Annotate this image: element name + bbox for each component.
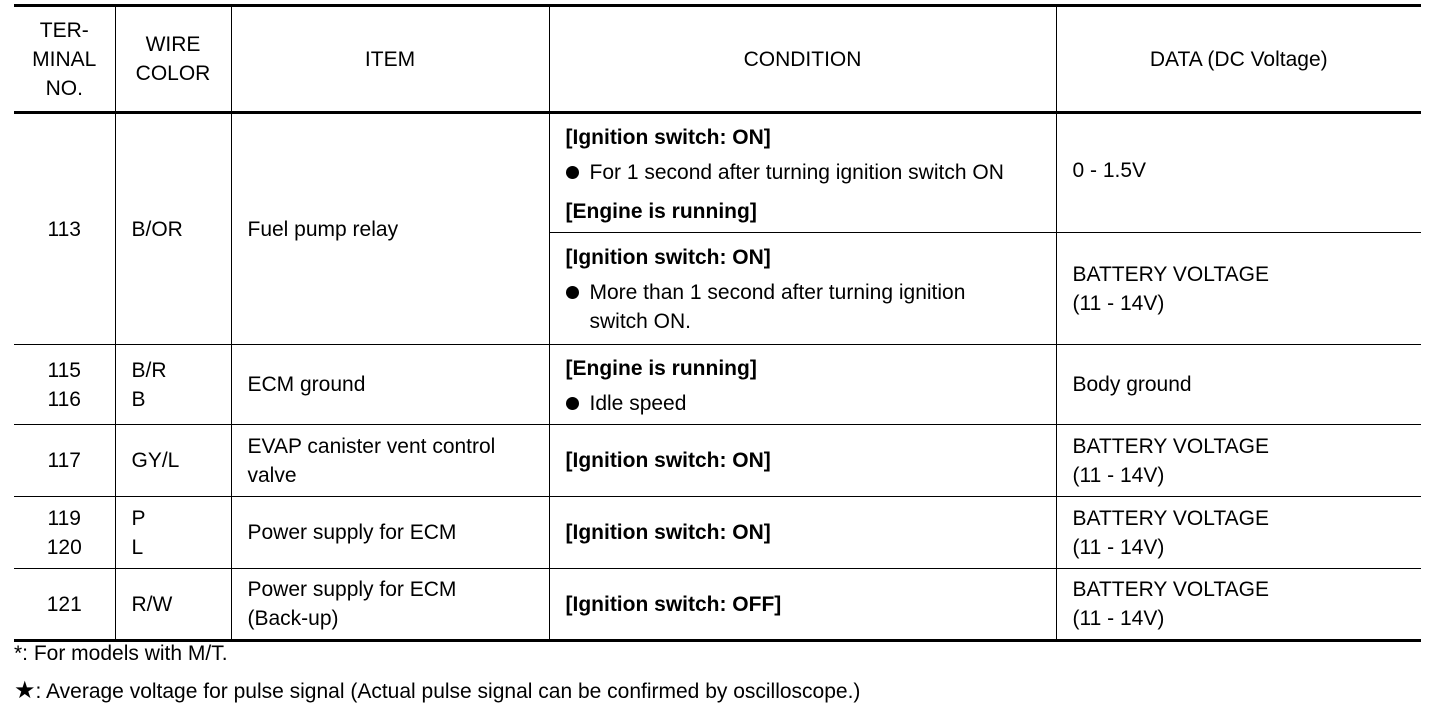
item-cell: ECM ground: [231, 345, 549, 425]
condition-title: [Engine is running]: [565, 199, 757, 223]
wire-color-cell: B/OR: [115, 113, 231, 345]
condition-bullet: Idle speed: [566, 389, 1048, 418]
header-condition: CONDITION: [549, 6, 1056, 113]
footnote-average-voltage: ★: Average voltage for pulse signal (Actual pulse signal can be confirmed by oscilloscope.): [14, 677, 861, 704]
terminal-cell: 115 116: [14, 345, 115, 425]
condition-cell: [549, 113, 1056, 233]
condition-bullet: More than 1 second after turning ignition switch ON.: [566, 278, 1048, 336]
table-row: [14, 497, 1421, 569]
item-cell: Power supply for ECM (Back-up): [231, 569, 549, 641]
condition-title: [Ignition switch: ON]: [565, 246, 771, 269]
terminal-cell: 113: [14, 113, 115, 345]
condition-cell: [Ignition switch: ON]: [549, 425, 1056, 497]
wire-color-cell: P L: [115, 497, 231, 569]
condition-cell: [Ignition switch: ON]: [549, 497, 1056, 569]
table-row: [14, 113, 1421, 233]
condition-cell: [549, 345, 1056, 425]
wire-color-cell: R/W: [115, 569, 231, 641]
header-wire-color: WIRE COLOR: [115, 6, 231, 113]
item-cell: Fuel pump relay: [231, 113, 549, 345]
header-data: DATA (DC Voltage): [1056, 6, 1421, 113]
header-terminal: TER- MINAL NO.: [14, 6, 115, 113]
data-cell: BATTERY VOLTAGE (11 - 14V): [1056, 497, 1421, 569]
data-cell: Body ground: [1056, 345, 1421, 425]
data-cell: BATTERY VOLTAGE (11 - 14V): [1056, 569, 1421, 641]
footnotes: [14, 639, 860, 706]
data-cell: 0 - 1.5V: [1056, 113, 1421, 233]
wire-color-cell: B/R B: [115, 345, 231, 425]
condition-cell: [Ignition switch: OFF]: [549, 569, 1056, 641]
condition-bullet: For 1 second after turning ignition switch ON: [566, 158, 1048, 187]
terminal-cell: 121: [14, 569, 115, 641]
ecm-terminal-table: [14, 4, 1421, 642]
terminal-cell: 119 120: [14, 497, 115, 569]
data-cell: BATTERY VOLTAGE (11 - 14V): [1056, 425, 1421, 497]
wire-color-cell: GY/L: [115, 425, 231, 497]
table-row: [14, 425, 1421, 497]
bullet-icon: [566, 397, 579, 410]
condition-title: [Engine is running]: [565, 356, 757, 380]
table-row: [14, 345, 1421, 425]
header-item: ITEM: [231, 6, 549, 113]
condition-cell: [549, 233, 1056, 345]
bullet-icon: [566, 286, 579, 299]
terminal-cell: 117: [14, 425, 115, 497]
header-row: [14, 6, 1421, 113]
item-cell: EVAP canister vent control valve: [231, 425, 549, 497]
condition-title: [Ignition switch: ON]: [565, 125, 771, 149]
footnote-models: *: For models with M/T.: [14, 642, 228, 665]
star-icon: ★: [14, 677, 36, 704]
data-cell: BATTERY VOLTAGE (11 - 14V): [1056, 233, 1421, 345]
item-cell: Power supply for ECM: [231, 497, 549, 569]
bullet-icon: [566, 166, 579, 179]
table-row: [14, 569, 1421, 641]
